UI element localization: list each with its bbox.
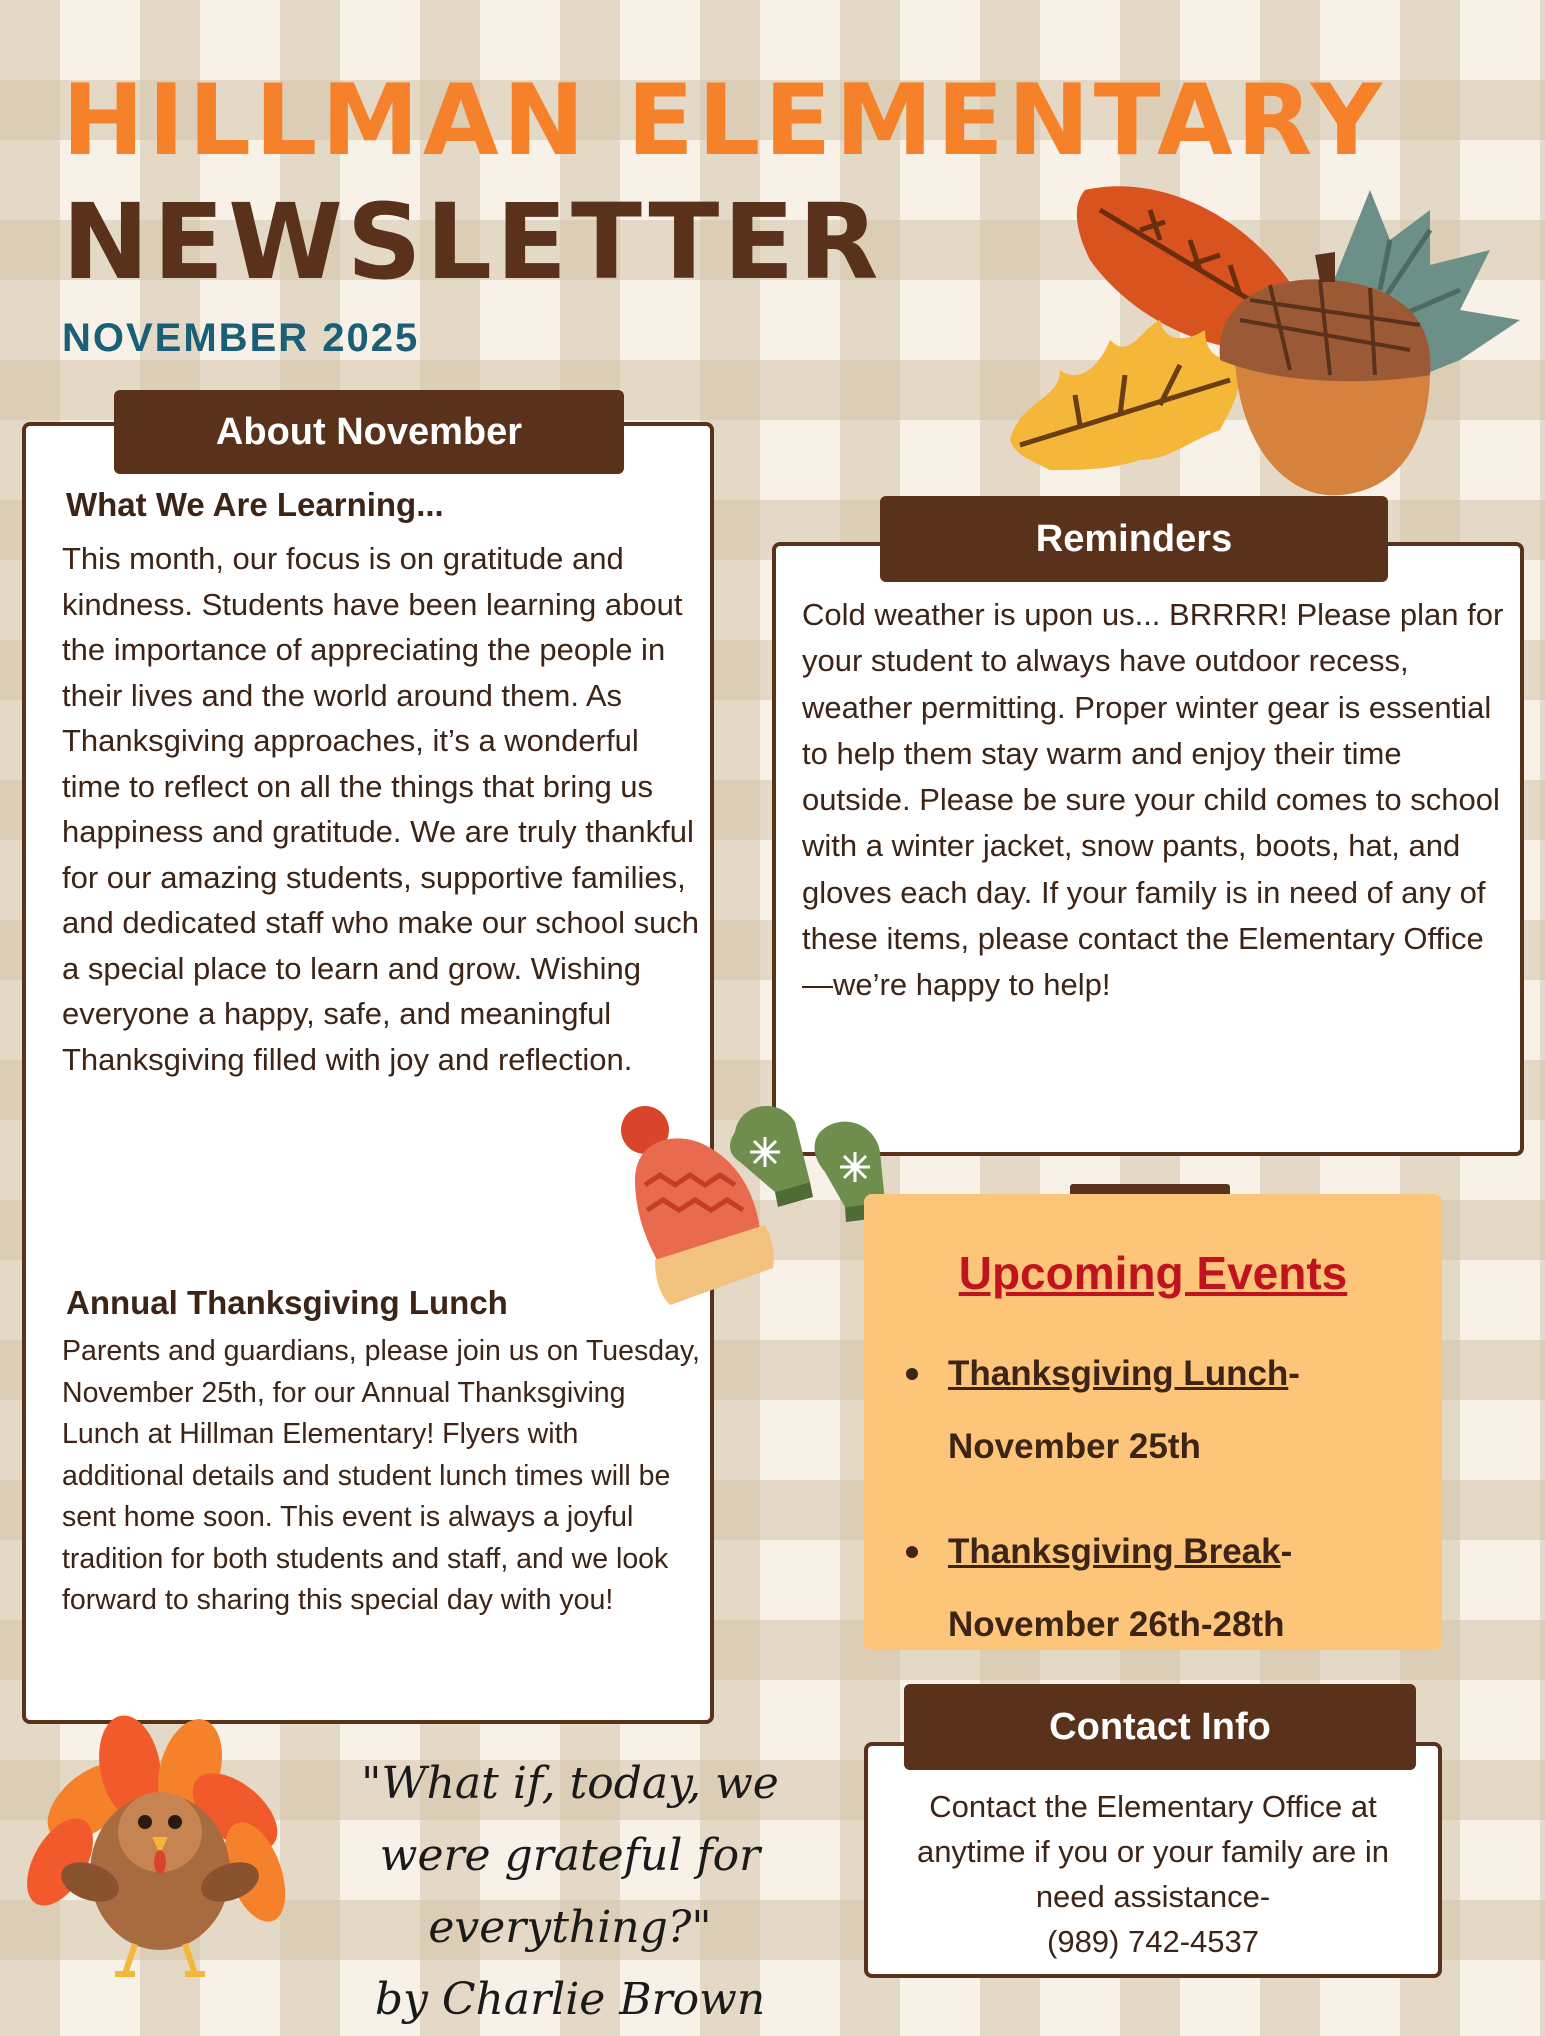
contact-text: Contact the Elementary Office at anytime if you or your family are in need assistance- — [916, 1789, 1390, 1914]
learning-heading: What We Are Learning... — [66, 486, 444, 523]
reminders-tab: Reminders — [880, 496, 1388, 582]
about-november-panel — [22, 422, 714, 1724]
event-title: Thanksgiving Break — [948, 1532, 1281, 1571]
turkey-icon — [20, 1712, 300, 1982]
reminders-panel — [772, 542, 1524, 1156]
newsletter-title: NEWSLETTER — [62, 181, 883, 303]
school-name: HILLMAN ELEMENTARY — [62, 64, 1386, 178]
list-item: Thanksgiving Break- November 26th-28th — [898, 1512, 1428, 1664]
contact-info-tab: Contact Info — [904, 1684, 1416, 1770]
list-item: Thanksgiving Lunch- November 25th — [898, 1334, 1428, 1486]
reminders-text: Cold weather is upon us... BRRRR! Please plan for your student to always have outdoor recess, weather permitting. Proper winter gear is essential to help them stay warm and enjoy their time outside. Please be sure your child comes to school with a winter jacket, snow pants, boots, hat, and gloves each day. If your family is in need of any of these items, please contact the Elementary Office—we’re happy to help! — [802, 597, 1504, 1003]
upcoming-events-panel — [864, 1194, 1442, 1650]
quote-block — [300, 1748, 840, 2036]
about-november-tab: About November — [114, 390, 624, 474]
contact-text-wrap — [868, 1784, 1438, 1964]
event-title: Thanksgiving Lunch — [948, 1354, 1289, 1393]
learning-text: This month, our focus is on gratitude and kindness. Students have been learning about the importance of appreciating the people in their lives and the world around them. As Thanksgiving approaches, it’s a wonderful time to reflect on all the things that bring us happiness and gratitude. We are truly thankful for our amazing students, supportive families, and dedicated staff who make our school such a special place to learn and grow. Wishing everyone a happy, safe, and meaningful Thanksgiving filled with joy and reflection. — [62, 541, 700, 1077]
contact-phone: (989) 742-4537 — [1047, 1924, 1259, 1959]
lunch-heading: Annual Thanksgiving Lunch — [66, 1284, 508, 1321]
lunch-text: Parents and guardians, please join us on Tuesday, November 25th, for our Annual Thanksgiving Lunch at Hillman Elementary! Flyers with additional details and student lunch times will be sent home soon. This event is always a joyful tradition for both students and staff, and we look forward to sharing this special day with you! — [62, 1335, 700, 1616]
events-list — [898, 1334, 1428, 1690]
events-heading: Upcoming Events — [958, 1247, 1348, 1299]
autumn-leaves-acorn-icon — [990, 170, 1535, 500]
contact-info-panel — [864, 1742, 1442, 1978]
newsletter-date: NOVEMBER 2025 — [62, 316, 420, 360]
event-date: November 25th — [948, 1427, 1201, 1466]
event-date: November 26th-28th — [948, 1605, 1285, 1644]
quote-text: "What if, today, we were grateful for everything?" — [361, 1758, 779, 1953]
quote-author: by Charlie Brown — [374, 1974, 766, 2025]
